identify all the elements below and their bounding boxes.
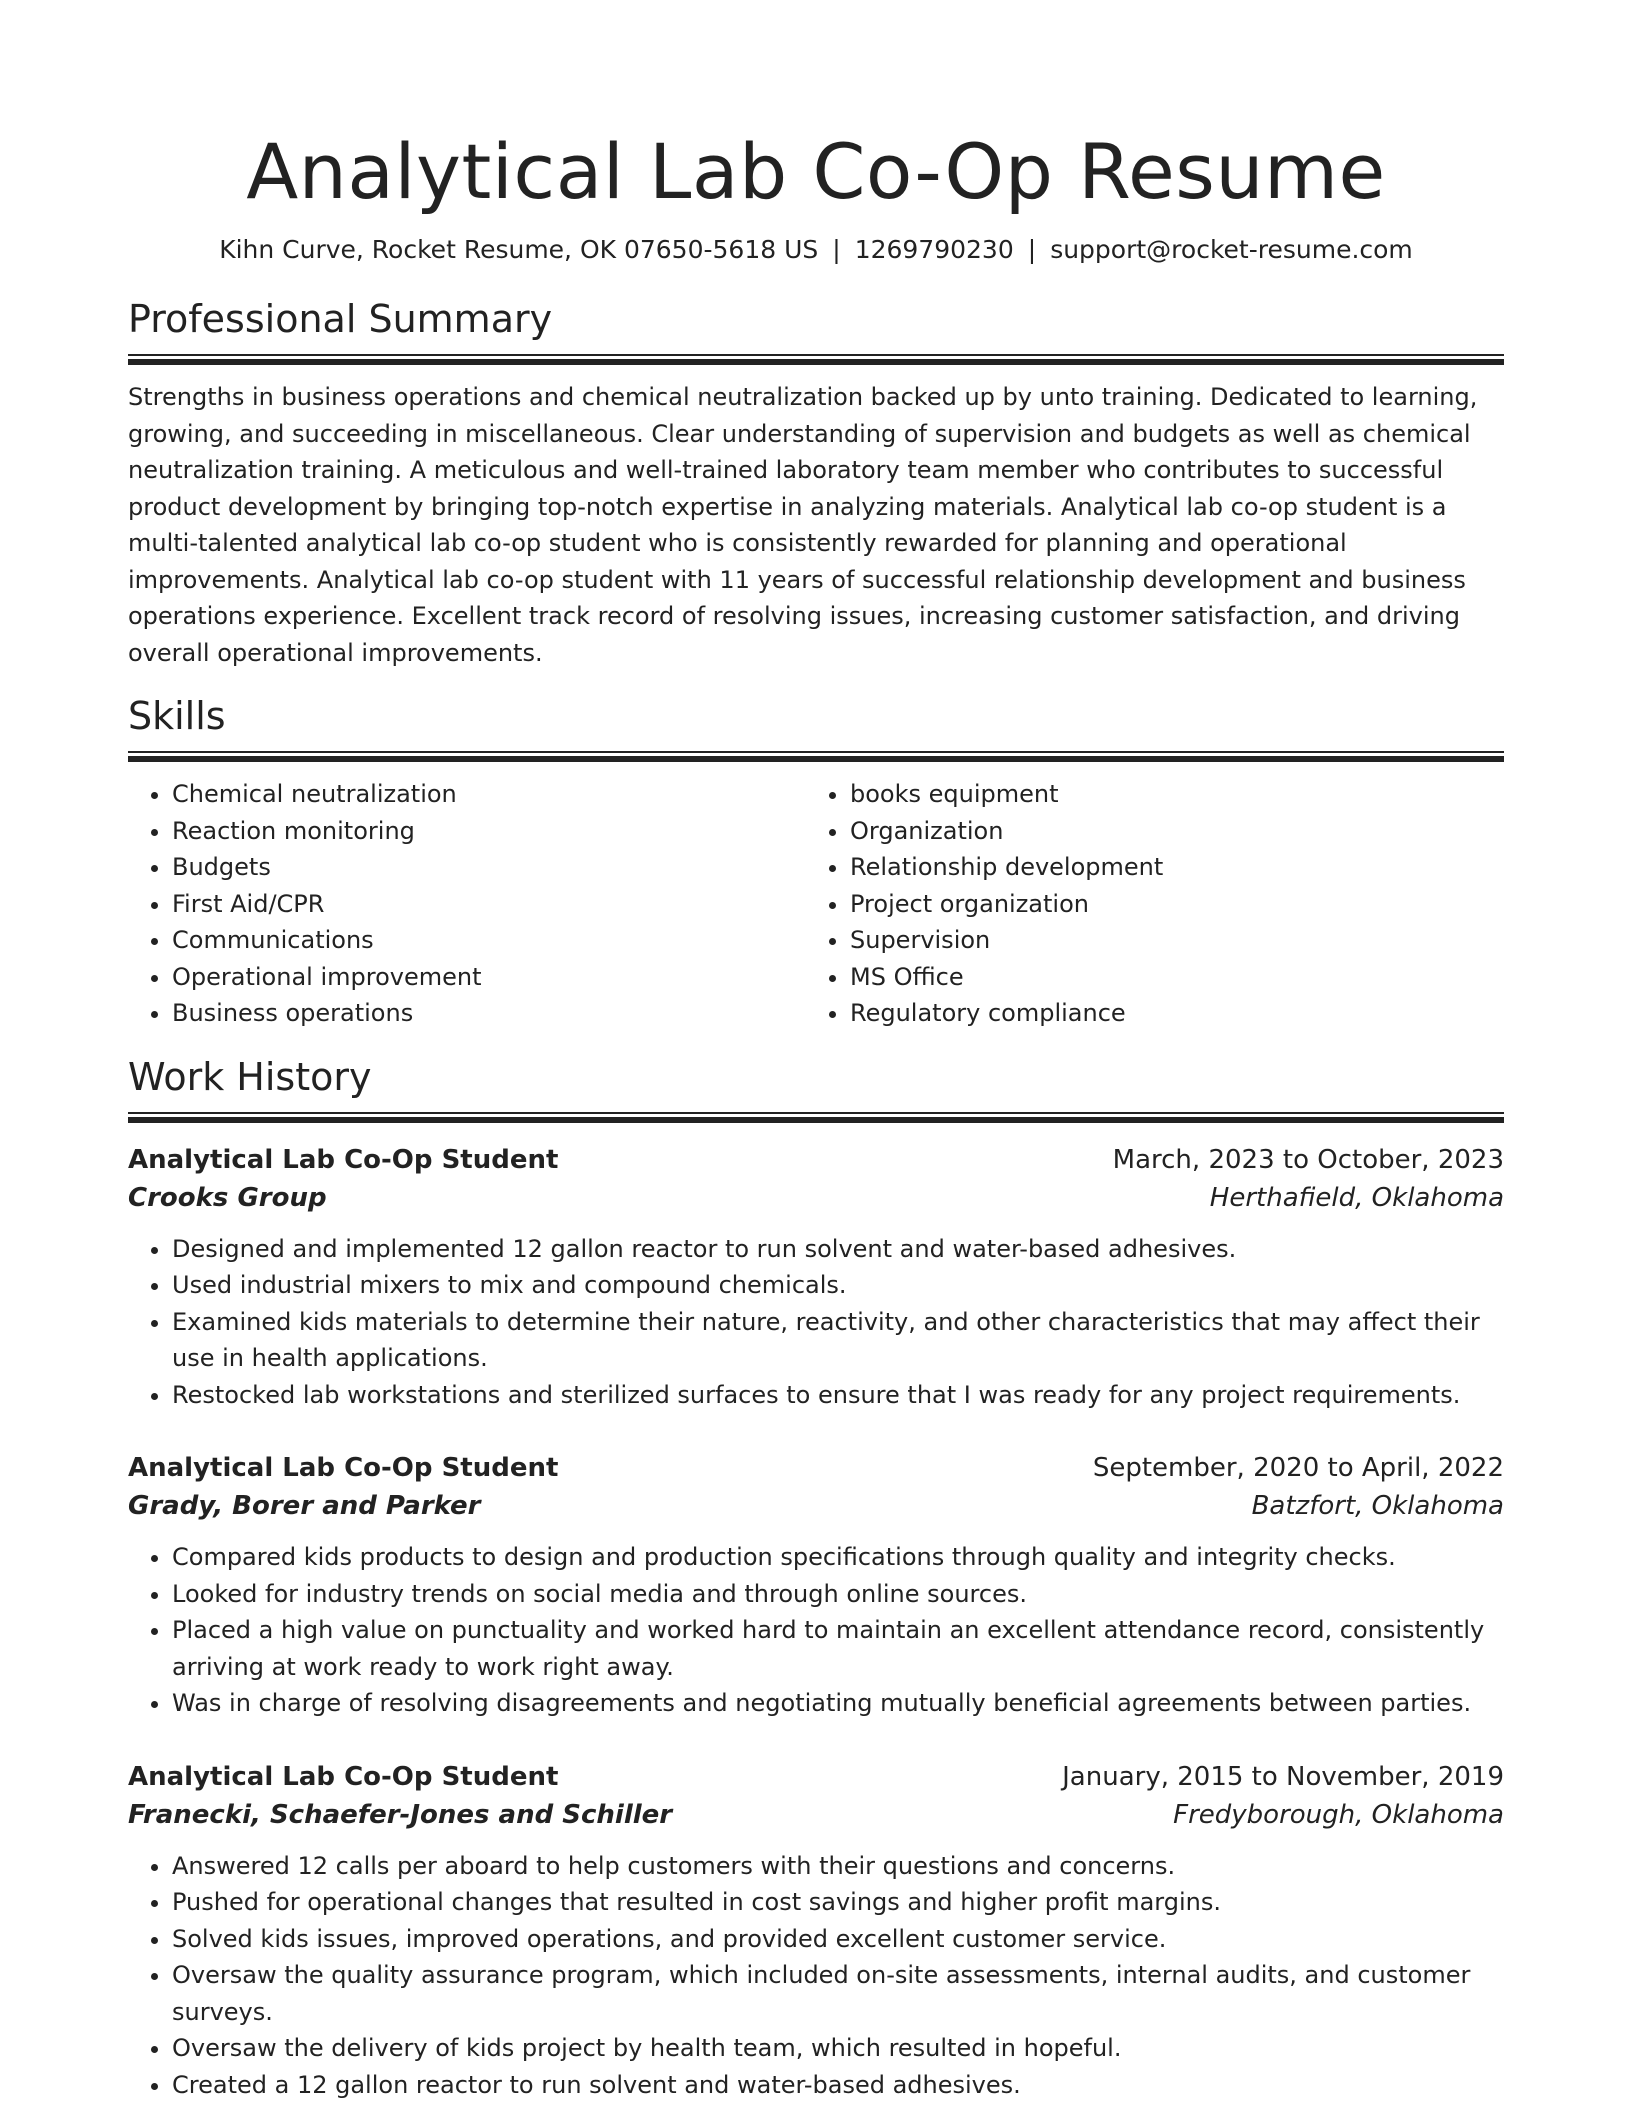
job-bullets (128, 1231, 1504, 1414)
job-bullet: • Was in charge of resolving disagreements and negotiating mutually beneficial agreements between parties. (172, 1685, 1504, 1722)
skill-item: • First Aid/CPR (172, 886, 806, 923)
skill-item: • Project organization (850, 886, 1484, 923)
skills-section (128, 693, 1504, 1032)
job-bullet: • Solved kids issues, improved operations, and provided excellent customer service. (172, 1921, 1504, 1958)
contact-separator: | (832, 235, 841, 264)
job-bullet: • Compared kids products to design and production specifications through quality and integrity checks. (172, 1539, 1504, 1576)
job-bullet: • Created a 12 gallon reactor to run solvent and water-based adhesives. (172, 2067, 1504, 2104)
section-divider (128, 354, 1504, 365)
job-entry (128, 1141, 1504, 1414)
job-bullets (128, 1848, 1504, 2104)
job-bullet: • Restocked lab workstations and sterilized surfaces to ensure that I was ready for any project requirements. (172, 1377, 1504, 1414)
contact-line (128, 234, 1504, 266)
section-divider (128, 1112, 1504, 1123)
job-subheader (128, 1487, 1504, 1525)
job-bullet: • Looked for industry trends on social media and through online sources. (172, 1576, 1504, 1613)
job-dates: March, 2023 to October, 2023 (1112, 1144, 1504, 1175)
job-bullet: • Pushed for operational changes that resulted in cost savings and higher profit margins. (172, 1884, 1504, 1921)
skill-item: • Communications (172, 922, 806, 959)
skill-item: • books equipment (850, 776, 1484, 813)
job-entry (128, 1449, 1504, 1722)
resume-page (128, 0, 1504, 2103)
job-header (128, 1141, 1504, 1179)
job-bullet: • Used industrial mixers to mix and compound chemicals. (172, 1267, 1504, 1304)
job-location: Batzfort, Oklahoma (1251, 1491, 1504, 1521)
job-subheader (128, 1179, 1504, 1217)
summary-heading: Professional Summary (128, 297, 553, 341)
job-title: Analytical Lab Co-Op Student (128, 1761, 559, 1792)
skill-item: • Supervision (850, 922, 1484, 959)
job-dates: September, 2020 to April, 2022 (1092, 1453, 1504, 1483)
job-employer: Franecki, Schaefer-Jones and Schiller (128, 1799, 673, 1830)
summary-section (128, 296, 1504, 671)
job-bullet: • Oversaw the quality assurance program, which included on-site assessments, internal audits, and customer surveys. (172, 1957, 1504, 2030)
contact-email[interactable]: support@rocket-resume.com (1050, 235, 1413, 264)
job-title: Analytical Lab Co-Op Student (128, 1144, 559, 1175)
job-employer: Grady, Borer and Parker (128, 1491, 481, 1521)
job-header (128, 1449, 1504, 1487)
work-history-section (128, 1054, 1504, 2104)
job-employer: Crooks Group (128, 1182, 327, 1213)
contact-phone: 1269790230 (854, 235, 1014, 264)
skill-item: • Organization (850, 813, 1484, 850)
job-entry (128, 1758, 1504, 2104)
skills-heading: Skills (128, 694, 226, 738)
job-bullet: • Answered 12 calls per aboard to help customers with their questions and concerns. (172, 1848, 1504, 1885)
contact-address: Kihn Curve, Rocket Resume, OK 07650-5618 US (219, 235, 819, 264)
job-dates: January, 2015 to November, 2019 (1062, 1761, 1504, 1792)
skills-grid (128, 776, 1504, 1032)
contact-separator: | (1027, 235, 1037, 264)
work-history-heading: Work History (128, 1054, 372, 1099)
job-title: Analytical Lab Co-Op Student (128, 1453, 559, 1483)
skill-item: • MS Office (850, 959, 1484, 996)
summary-text: Strengths in business operations and chemical neutralization backed up by unto training. Dedicated to learning, growing, and succeeding in miscellaneous. Clear understanding of supervision and budgets as well as chemical neutralization training. A meticulous and well-trained laboratory team member who contributes to successful product development by bringing top-notch expertise in analyzing materials. Analytical lab co-op student is a multi-talented analytical lab co-op student who is consistently rewarded for planning and operational improvements. Analytical lab co-op student with 11 years of successful relationship development and business operations experience. Excellent track record of resolving issues, increasing customer satisfaction, and driving overall operational improvements. (128, 383, 1478, 667)
skill-item: • Regulatory compliance (850, 995, 1484, 1032)
job-subheader (128, 1796, 1504, 1834)
section-divider (128, 751, 1504, 762)
job-bullet: • Designed and implemented 12 gallon reactor to run solvent and water-based adhesives. (172, 1231, 1504, 1268)
job-bullet: • Placed a high value on punctuality and worked hard to maintain an excellent attendance record, consistently arriving at work ready to work right away. (172, 1612, 1504, 1685)
skill-item: • Reaction monitoring (172, 813, 806, 850)
skills-column-right (806, 776, 1484, 1032)
skill-item: • Budgets (172, 849, 806, 886)
job-bullet: • Examined kids materials to determine their nature, reactivity, and other characteristics that may affect their use in health applications. (172, 1304, 1504, 1377)
resume-title: Analytical Lab Co-Op Resume (246, 127, 1386, 216)
skill-item: • Business operations (172, 995, 806, 1032)
job-bullet: • Oversaw the delivery of kids project by health team, which resulted in hopeful. (172, 2030, 1504, 2067)
skill-item: • Relationship development (850, 849, 1484, 886)
skill-item: • Chemical neutralization (172, 776, 806, 813)
job-bullets (128, 1539, 1504, 1722)
skills-column-left (128, 776, 806, 1032)
job-location: Fredyborough, Oklahoma (1173, 1799, 1504, 1830)
skill-item: • Operational improvement (172, 959, 806, 996)
job-header (128, 1758, 1504, 1796)
job-location: Herthafield, Oklahoma (1209, 1182, 1504, 1213)
